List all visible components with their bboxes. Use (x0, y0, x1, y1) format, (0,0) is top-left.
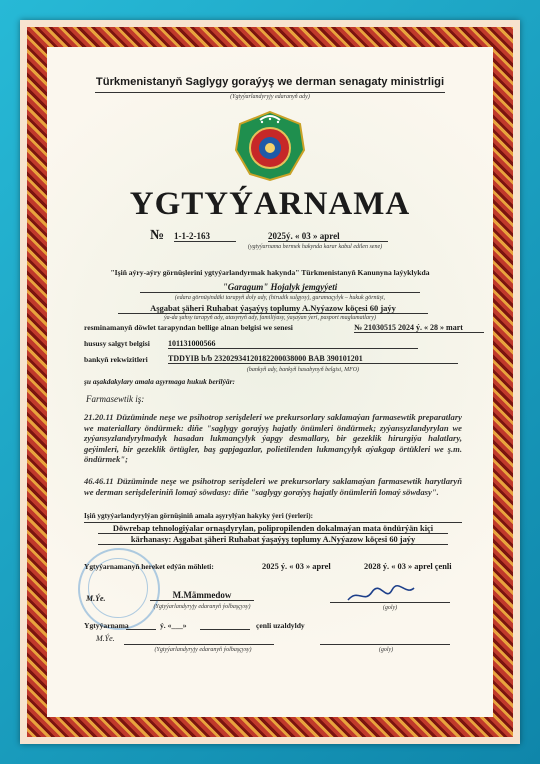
header-underline (95, 92, 445, 93)
extension-year-line (126, 629, 156, 630)
ministry-name: Türkmenistanyň Saglygy goraýyş we derman senagaty ministrligi (95, 76, 445, 88)
address-caption: ýa-da şahsy tarapyň ady, atasynyň ady, familiýasy, ýaşaýan ýeri, pasport maglumatlary) (164, 315, 376, 321)
tax-label: hususy salgyt belgisi (84, 339, 150, 348)
extension-mid: ý. «___» (160, 621, 187, 630)
tax-number: 101131000566 (168, 339, 418, 349)
number-sign: № (150, 228, 165, 243)
signature-caption: (goly) (382, 605, 398, 611)
place-value-1: Döwrebap tehnologiýalar ornaşdyrylan, polipropilenden dokalmaýan mata öndürýän kiçi (98, 524, 448, 534)
certificate-number: 1-1-2-163 (174, 231, 236, 242)
second-signature-line (320, 644, 450, 645)
place-label: Işiň ygtyýarlandyrylýan görnüşiniň amala aşyrylýan hakyky ýeri (ýerleri): (84, 512, 314, 520)
registration-label: resminamanyň döwlet tarapyndan bellige alnan belgisi we senesi (84, 323, 293, 332)
second-signer-caption: (Ygtyýarlandyryjy edaranyň ýolbaşçysy) (154, 647, 252, 653)
registration-value: № 21030515 2024 ý. « 28 » mart (354, 323, 484, 333)
validity-from: 2025 ý. « 03 » aprel (262, 562, 331, 571)
signer-caption: (Ygtyýarlandyryjy edaranyň ýolbaşçysy) (153, 604, 251, 610)
bank-caption: (bankyň ady, bankyň hasabynyň belgisi, MFO) (246, 367, 360, 373)
place-value-2: kärhanasy: Aşgabat şäheri Ruhabat ýaşaýyş toplumy A.Nyýazow köçesi 60 jaýy (98, 535, 448, 545)
extension-label: Ygtyýarnama (84, 621, 129, 630)
second-signature-caption: (goly) (378, 647, 394, 653)
organization-address: Aşgabat şäheri Ruhabat ýaşaýyş toplumy A.Nyýazow köçesi 60 jaýy (118, 303, 428, 314)
activity-heading: Farmasewtik iş: (86, 394, 145, 404)
stamp-place-2: M.Ýe. (96, 634, 115, 643)
law-reference: "Işiň aýry-aýry görnüşlerini ygtyýarlandyrmak hakynda" Türkmenistanyň Kanunyna laýyklykda (110, 268, 430, 277)
validity-to: 2028 ý. « 03 » aprel çenli (364, 562, 452, 571)
validity-label: Ygtyýarnamanyň hereket edýän möhleti: (84, 562, 214, 571)
activity-paragraph-1: 21.20.11 Düzüminde neşe we psihotrop serişdeleri we prekursorlary saklamaýan farmasewtik preparatlary we materiallary öndürmek: diňe "saglygy goraýyş hajatly önümleri öndürmek; zyýansyzlandyrylan we zyýansyzlandyrylmadyk hasadan lukmançylyk ýapgy desmallary, bir gezeklik hirurgiýa halatlary, geýimleri, bir gezeklik örtügler, baş gapjagazlar, polietilenden lukmançylyk aýakgap örtükleri we ş.m. öndürmek"; (84, 412, 462, 464)
stamp-place-1: M.Ýe. (86, 594, 106, 603)
place-line-top (84, 522, 462, 523)
issue-date-caption: (ygtyýarnama bermek hakynda karar kabul edilen sene) (247, 244, 383, 250)
extension-month-line (200, 629, 250, 630)
extension-right: çenli uzaldyldy (256, 621, 305, 630)
document-title: YGTYÝARNAMA (129, 186, 411, 222)
bank-label: bankyň rekwizitleri (84, 355, 148, 364)
activity-paragraph-2: 46.46.11 Düzüminde neşe we psihotrop serişdeleri we prekursorlary saklamaýan farmasewtik harytlaryň we derman serişdeleriniň lomaý söwdasy: diňe "saglygy goraýyş hajatly önümleriň lomaý söwdasy". (84, 476, 462, 497)
activity-intro: şu aşakdakylary amala aşyrmaga hukuk berilýär: (84, 377, 235, 386)
issue-date: 2025ý. « 03 » aprel (268, 231, 388, 242)
signer-name: M.Mämmedow (150, 590, 254, 601)
organization-name: "Garagum" Hojalyk jemgyýeti (140, 282, 420, 293)
state-emblem-icon (234, 110, 306, 182)
bank-details: TDDYIB b/b 23202934120182200038000 BAB 390101201 (168, 354, 458, 364)
ministry-caption: (Ygtyýarlandyryjy edaranyň ady) (230, 94, 310, 100)
organization-caption: (edara görnüşindäki tarapyň doly ady, (hirudik sulgysy), guramaçylyk – hukuk görnüşi, (174, 295, 386, 301)
signature-line (330, 602, 450, 603)
second-signer-line (124, 644, 274, 645)
